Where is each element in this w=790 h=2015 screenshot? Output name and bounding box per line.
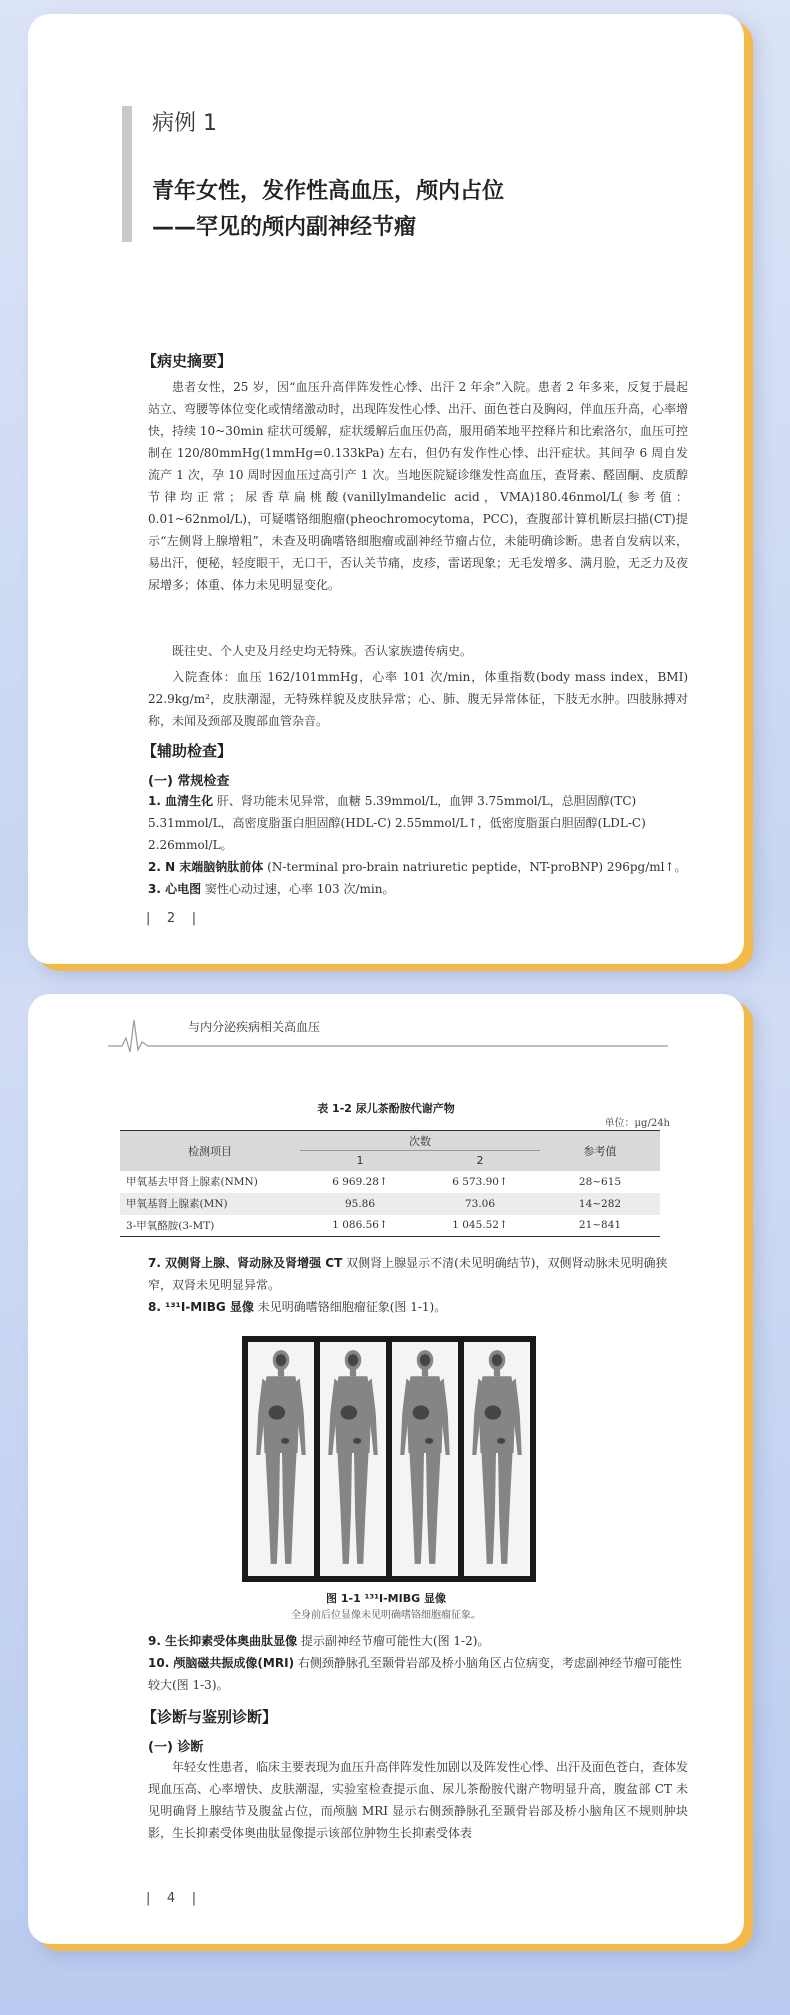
exam-item-3-label: 3. 心电图 bbox=[148, 882, 202, 896]
exam-item-8-text: 未见明确嗜铬细胞瘤征象(图 1-1)。 bbox=[257, 1300, 447, 1314]
cell-name: 甲氧基去甲肾上腺素(NMN) bbox=[126, 1176, 258, 1188]
exam-item-3-text: 窦性心动过速，心率 103 次/min。 bbox=[204, 882, 395, 896]
page-number: | 4 | bbox=[146, 1891, 197, 1906]
diagnosis-paragraph: 年轻女性患者，临床主要表现为血压升高伴阵发性加剧以及阵发性心悸、出汗及面色苍白，查体发现血压高、心率增快、皮肤潮湿，实验室检查提示血、尿儿茶酚胺代谢产物明显升高，腹盆部 CT 未见明确肾上腺结节及腹盆占位，而颅脑 MRI 显示右侧颈静脉孔至颞骨岩部及桥小脑角区不规则肿块影，生长抑素受体奥曲肽显像提示该部位肿物生长抑素受体表 bbox=[148, 1760, 689, 1840]
running-head bbox=[108, 1016, 668, 1056]
aux-subheading: (一) 常规检查 bbox=[148, 774, 230, 789]
cell-v2: 1 045.52↑ bbox=[420, 1215, 540, 1237]
history-paragraph-2: 既往史、个人史及月经史均无特殊。否认家族遗传病史。 bbox=[172, 644, 473, 658]
exam-item-7-label: 7. 双侧肾上腺、肾动脉及肾增强 CT bbox=[148, 1256, 343, 1270]
exam-item-10-text: 右侧颈静脉孔至颞骨岩部及桥小脑角区占位病变，考虑副神经节瘤可能性较大(图 1-3)。 bbox=[148, 1656, 682, 1692]
cell-v1: 1 086.56↑ bbox=[300, 1215, 420, 1237]
exam-item-8 bbox=[148, 1296, 688, 1318]
scan-panel-3 bbox=[392, 1342, 458, 1576]
cell-ref: 28~615 bbox=[578, 1175, 622, 1188]
exam-item-7-text: 双侧肾上腺显示不清(未见明确结节)，双侧肾动脉未见明确狭窄，双肾未见明显异常。 bbox=[148, 1256, 668, 1292]
exam-item-9-text: 提示副神经节瘤可能性大(图 1-2)。 bbox=[300, 1634, 490, 1648]
cell-v2: 73.06 bbox=[420, 1193, 540, 1215]
table-unit: 单位：μg/24h bbox=[604, 1118, 670, 1129]
history-heading: 【病史摘要】 bbox=[142, 352, 233, 370]
figure-subcaption: 全身前后位显像未见明确嗜铬细胞瘤征象。 bbox=[291, 1610, 481, 1621]
case-number: 病例 1 bbox=[152, 111, 217, 136]
case-title-line2: ——罕见的颅内副神经节瘤 bbox=[152, 215, 417, 240]
body-silhouette-icon bbox=[248, 1342, 314, 1576]
cell-name: 甲氧基肾上腺素(MN) bbox=[120, 1193, 300, 1215]
th-time-1: 1 bbox=[300, 1151, 420, 1171]
exam-item-9-label: 9. 生长抑素受体奥曲肽显像 bbox=[148, 1634, 298, 1648]
figure-caption: 图 1-1 ¹³¹I-MIBG 显像 bbox=[326, 1592, 446, 1605]
exam-item-2-text: (N-terminal pro-brain natriuretic peptide，NT-proBNP) 296pg/ml↑。 bbox=[267, 860, 687, 874]
cell-v1: 95.86 bbox=[300, 1193, 420, 1215]
body-silhouette-icon bbox=[464, 1342, 530, 1576]
body-silhouette-icon bbox=[320, 1342, 386, 1576]
table-row bbox=[120, 1193, 660, 1215]
table-row bbox=[120, 1171, 660, 1193]
exam-item-2-label: 2. N 末端脑钠肽前体 bbox=[148, 860, 264, 874]
exam-item-1 bbox=[148, 790, 688, 856]
cell-ref: 14~282 bbox=[540, 1193, 660, 1215]
running-head-title: 与内分泌疾病相关高血压 bbox=[188, 1020, 321, 1034]
page-number: | 2 | bbox=[146, 911, 197, 926]
diagnosis-heading: 【诊断与鉴别诊断】 bbox=[142, 1708, 278, 1726]
cell-v1: 6 969.28↑ bbox=[332, 1175, 388, 1188]
cell-v2: 6 573.90↑ bbox=[452, 1175, 508, 1188]
scan-panel-4 bbox=[464, 1342, 530, 1576]
th-times: 次数 bbox=[300, 1131, 540, 1151]
mibg-scan-figure bbox=[242, 1336, 536, 1582]
catecholamine-table bbox=[120, 1130, 660, 1237]
exam-item-3 bbox=[148, 878, 688, 900]
cell-name: 3-甲氧酪胺(3-MT) bbox=[120, 1215, 300, 1237]
table-caption: 表 1-2 尿儿茶酚胺代谢产物 bbox=[317, 1102, 455, 1115]
case-title-bar bbox=[122, 106, 132, 242]
th-ref: 参考值 bbox=[540, 1131, 660, 1171]
exam-item-8-label: 8. ¹³¹I-MIBG 显像 bbox=[148, 1300, 254, 1314]
th-item: 检测项目 bbox=[120, 1131, 300, 1171]
book-page-4 bbox=[28, 994, 744, 1944]
case-title-line1: 青年女性，发作性高血压，颅内占位 bbox=[152, 179, 505, 204]
exam-item-9 bbox=[148, 1630, 688, 1652]
exam-item-10 bbox=[148, 1652, 688, 1696]
scan-panel-2 bbox=[320, 1342, 386, 1576]
exam-item-1-text: 肝、肾功能未见异常，血糖 5.39mmol/L，血钾 3.75mmol/L，总胆固醇(TC) 5.31mmol/L，高密度脂蛋白胆固醇(HDL-C) 2.55mmol/L↑，低密度脂蛋白胆固醇(LDL-C) 2.26mmol/L。 bbox=[148, 794, 646, 852]
history-paragraph-3: 入院查体：血压 162/101mmHg，心率 101 次/min，体重指数(body mass index，BMI) 22.9kg/m²，皮肤潮湿，无特殊样貌及皮肤异常；心、肺、腹无异常体征，下肢无水肿。四肢脉搏对称，未闻及颈部及腹部血管杂音。 bbox=[148, 670, 688, 728]
exam-item-1-label: 1. 血清生化 bbox=[148, 794, 214, 808]
cell-ref: 21~841 bbox=[540, 1215, 660, 1237]
exam-item-2 bbox=[148, 856, 688, 878]
body-silhouette-icon bbox=[392, 1342, 458, 1576]
case-title bbox=[152, 174, 672, 246]
exam-item-7 bbox=[148, 1252, 688, 1296]
exam-item-10-label: 10. 颅脑磁共振成像(MRI) bbox=[148, 1656, 295, 1670]
aux-heading: 【辅助检查】 bbox=[142, 742, 233, 760]
scan-panel-1 bbox=[248, 1342, 314, 1576]
book-page-2 bbox=[28, 14, 744, 964]
th-time-2: 2 bbox=[420, 1151, 540, 1171]
history-paragraph-1: 患者女性，25 岁，因“血压升高伴阵发性心悸、出汗 2 年余”入院。患者 2 年多来，反复于晨起站立、弯腰等体位变化或情绪激动时，出现阵发性心悸、出汗、面色苍白及胸闷，伴血压升高，心率增快，持续 10~30min 症状可缓解，症状缓解后血压仍高，服用硝苯地平控释片和比索洛尔，血压可控制在 120/80mmHg(1mmHg=0.133kPa) 左右，但仍有发作性心悸、出汗症状。其间孕 6 周自发流产 1 次，孕 10 周时因血压过高引产 1 次。当地医院疑诊继发性高血压，查肾素、醛固酮、皮质醇节律均正常；尿香草扁桃酸(vanillylmandelic acid，VMA)180.46nmol/L(参考值：0.01~62nmol/L)，可疑嗜铬细胞瘤(pheochromocytoma，PCC)，查腹部计算机断层扫描(CT)提示“左侧肾上腺增粗”，未查及明确嗜铬细胞瘤或副神经节瘤占位，未能明确诊断。患者自发病以来，易出汗，便秘，轻度眼干，无口干，否认关节痛，皮疹，雷诺现象；无毛发增多、满月脸，无乏力及夜尿增多；体重、体力未见明显变化。 bbox=[148, 380, 689, 592]
table-row bbox=[120, 1215, 660, 1237]
diagnosis-subheading: (一) 诊断 bbox=[148, 1740, 204, 1755]
